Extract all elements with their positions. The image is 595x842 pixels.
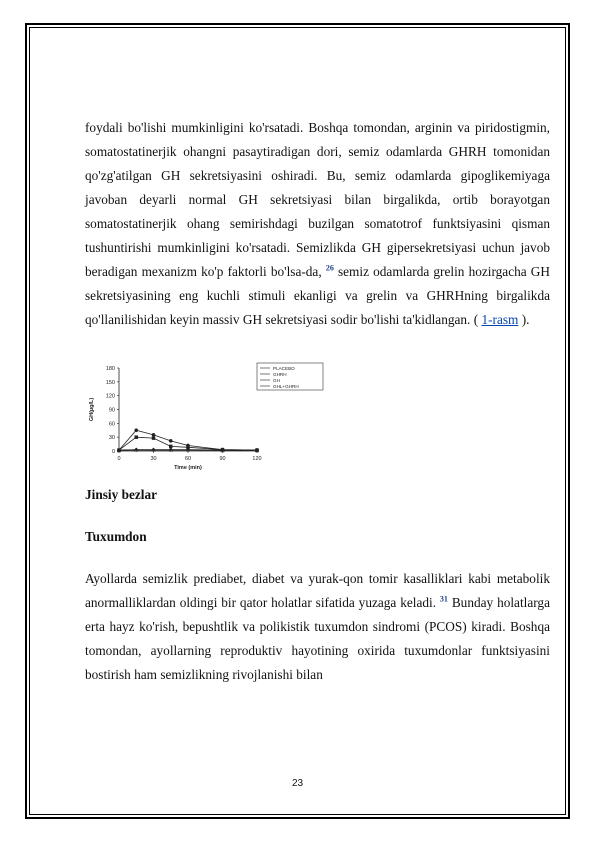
section-heading: Jinsiy bezlar bbox=[85, 487, 158, 502]
x-axis-label: Time (min) bbox=[174, 465, 202, 471]
data-point bbox=[152, 433, 155, 436]
paragraph-1: foydali bo'lishi mumkinligini ko'rsatadi. Boshqa tomondan, arginin va piridostigmin, somatostatinerjik ohangni pasaytiradigan dori, semiz odamlarda GHRH tomonidan qo'zg'atilgan GH sekretsiyasini oshiradi. Bu, semiz odamlarda gipoglikemiyaga javoban deyarli normal GH sekretsiyasi bilan birgalikda, ortib borayotgan somatostatinerjik ohang semirishdagi buzilgan somatotrof funktsiyasini qisman tushuntirishi mumkinligini ko'rsatadi. Semizlikda GH gipersekretsiyasi uchun javob beradigan mexanizm ko'p faktorli bo'lsa-da, $^{26}$ semiz odamlarda grelin hozirgacha GH sekretsiyasining eng kuchli stimuli ekanligi va grelin va GHRHning birgalikda qo'llanilishidan keyin massiv GH sekretsiyasi sodir bo'lishi ta'kidlangan. ( 1-rasm ). bbox=[85, 120, 550, 327]
reference-31[interactable]: 31 bbox=[439, 594, 448, 604]
figure-link[interactable]: 1-rasm bbox=[481, 312, 519, 327]
data-point bbox=[169, 439, 172, 442]
paragraph-1-block bbox=[85, 116, 550, 332]
y-tick-label: 120 bbox=[105, 393, 115, 400]
paragraph-1-text: foydali bo'lishi mumkinligini ko'rsatadi. Boshqa tomondan, arginin va piridostigmin, somatostatinerjik ohangni pasaytiradigan dori, semiz odamlarda GHRH tomonidan qo'zg'atilgan GH sekretsiyasini oshiradi. Bu, semiz odamlarda gipoglikemiyaga javoban deyarli normal GH sekretsiyasi bilan birgalikda, ortib borayotgan somatostatinerjik ohang semirishdagi buzilgan somatotrof funktsiyasini qisman tushuntirishi mumkinligini ko'rsatadi. Semizlikda GH gipersekretsiyasi uchun javob beradigan mexanizm ko'p faktorli bo'lsa-da, bbox=[85, 120, 550, 279]
data-point bbox=[186, 444, 189, 447]
data-point bbox=[152, 437, 155, 440]
paragraph-1-closing: ). bbox=[521, 312, 530, 327]
chart-svg bbox=[85, 360, 325, 475]
x-tick-label: 90 bbox=[219, 456, 226, 462]
y-tick-label: 60 bbox=[108, 421, 115, 428]
x-tick-label: 60 bbox=[184, 456, 192, 462]
legend-label: GH bbox=[273, 377, 280, 383]
paragraph-2-text: Ayollarda semizlik prediabet, diabet va yurak-qon tomir kasalliklari kabi metabolik anormalliklardan oldingi bir qator holatlar sifatida yuzaga keladi. bbox=[85, 571, 550, 610]
paragraph-2-block bbox=[85, 567, 550, 687]
data-point bbox=[169, 445, 172, 448]
data-point bbox=[135, 436, 138, 439]
reference-26[interactable]: 26 bbox=[325, 263, 334, 273]
data-point bbox=[135, 429, 138, 432]
legend-label: GHL+GHRH bbox=[273, 383, 299, 389]
subsection-heading-block bbox=[85, 527, 550, 547]
legend-label: PLACEBO bbox=[273, 365, 295, 371]
x-tick-label: 0 bbox=[117, 456, 121, 462]
paragraph-2 bbox=[85, 567, 550, 687]
y-tick-label: 0 bbox=[111, 449, 115, 455]
gh-secretion-chart bbox=[85, 360, 325, 475]
page-number: 23 bbox=[291, 778, 304, 789]
y-tick-label: 30 bbox=[108, 435, 115, 442]
y-axis-label: GH(µg/L) bbox=[89, 397, 95, 422]
legend-label: GHRH bbox=[273, 371, 287, 377]
y-tick-label: 180 bbox=[105, 366, 115, 372]
x-tick-label: 120 bbox=[252, 456, 262, 462]
section-heading-block bbox=[85, 485, 550, 505]
paragraph-1-text-cont: semiz odamlarda grelin hozirgacha GH sekretsiyasining eng kuchli stimuli ekanligi va grelin va GHRHning birgalikda qo'llanilishidan keyin massiv GH sekretsiyasi sodir bo'lishi ta'kidlangan. bbox=[85, 264, 550, 327]
subsection-heading: Tuxumdon bbox=[85, 529, 147, 544]
y-tick-label: 90 bbox=[108, 407, 115, 414]
paragraph-2-text-cont: Bunday holatlarga erta hayz ko'rish, bepushtlik va polikistik tuxumdon sindromi (PCOS) kiradi. Boshqa tomondan, ayollarning reproduktiv hayotining oxirida tuxumdonlar funktsiyasini bostirish ham semizlikning rivojlanishi bilan bbox=[85, 595, 550, 682]
x-tick-label: 30 bbox=[150, 456, 157, 462]
y-tick-label: 150 bbox=[105, 379, 115, 386]
